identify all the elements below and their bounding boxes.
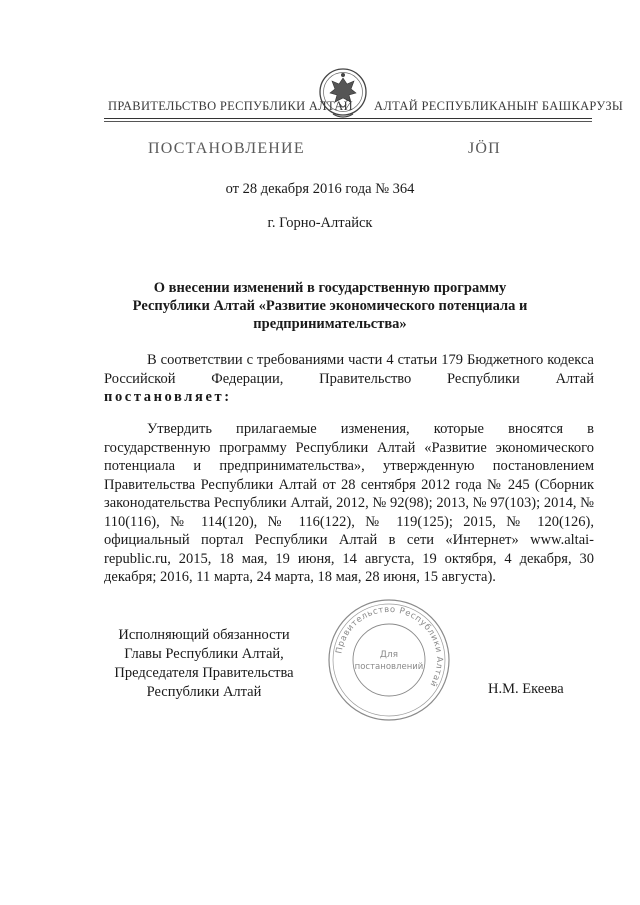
coat-of-arms-emblem [318, 66, 368, 124]
signer-line: Председателя Правительства [114, 665, 294, 681]
document-title [120, 279, 540, 333]
signer-line: Главы Республики Алтай, [124, 646, 284, 662]
official-stamp [326, 597, 452, 723]
signer-line: Исполняющий обязанности [118, 627, 290, 643]
resolves-word: постановляет: [104, 389, 232, 405]
svg-text:Правительство Республики Алтай [334, 605, 444, 689]
title-line: О внесении изменений в государственную программу [153, 280, 507, 296]
header-org-russian: ПРАВИТЕЛЬСТВО РЕСПУБЛИКИ АЛТАЙ [108, 99, 353, 113]
doc-type-russian: ПОСТАНОВЛЕНИЕ [148, 140, 305, 157]
document-city: г. Горно-Алтайск [267, 215, 373, 231]
doc-type-altai: JÖП [468, 140, 501, 157]
title-line: Республики Алтай «Развитие экономического потенциала и [132, 298, 528, 314]
resolution-paragraph: Утвердить прилагаемые изменения, которые вносятся в государственную программу Республики Алтай «Развитие экономического потенциала и предпринимательства», утвержденную постановлением Правительства Республики Алтай от 28 сентября 2012 года № 245 (Сборник законодательства Республики Алтай, 2012, № 92(98); 2013, № 97(103); 2014, № 110(116), № 114(120), № 116(122), № 119(125); 2015, № 120(126), официальный портал Республики Алтай в сети «Интернет» www.altai-republic.ru, 2015, 18 мая, 19 июня, 14 августа, 19 октября, 4 декабря, 30 декабря; 2016, 11 марта, 24 марта, 18 мая, 28 июня, 15 августа). [104, 421, 594, 585]
title-line: предпринимательства» [253, 316, 407, 332]
signer-position [104, 626, 304, 702]
preamble-paragraph [104, 351, 594, 407]
header-divider [104, 118, 592, 119]
stamp-outer-text: Правительство Республики Алтай [334, 604, 445, 689]
stamp-center-line: постановлений [354, 662, 424, 672]
stamp-center-line: Для [379, 650, 399, 660]
preamble-text: В соответствии с требованиями части 4 статьи 179 Бюджетного кодекса Российской Федерации, Правительство Республики Алтай [104, 352, 594, 387]
header-divider-thin [104, 121, 592, 122]
document-date-number: от 28 декабря 2016 года № 364 [225, 181, 415, 197]
header-org-altai: АЛТАЙ РЕСПУБЛИКАНЫҤ БАШКАРУЗЫ [374, 99, 624, 113]
signer-line: Республики Алтай [146, 684, 262, 700]
signer-name: Н.М. Екеева [488, 681, 564, 697]
